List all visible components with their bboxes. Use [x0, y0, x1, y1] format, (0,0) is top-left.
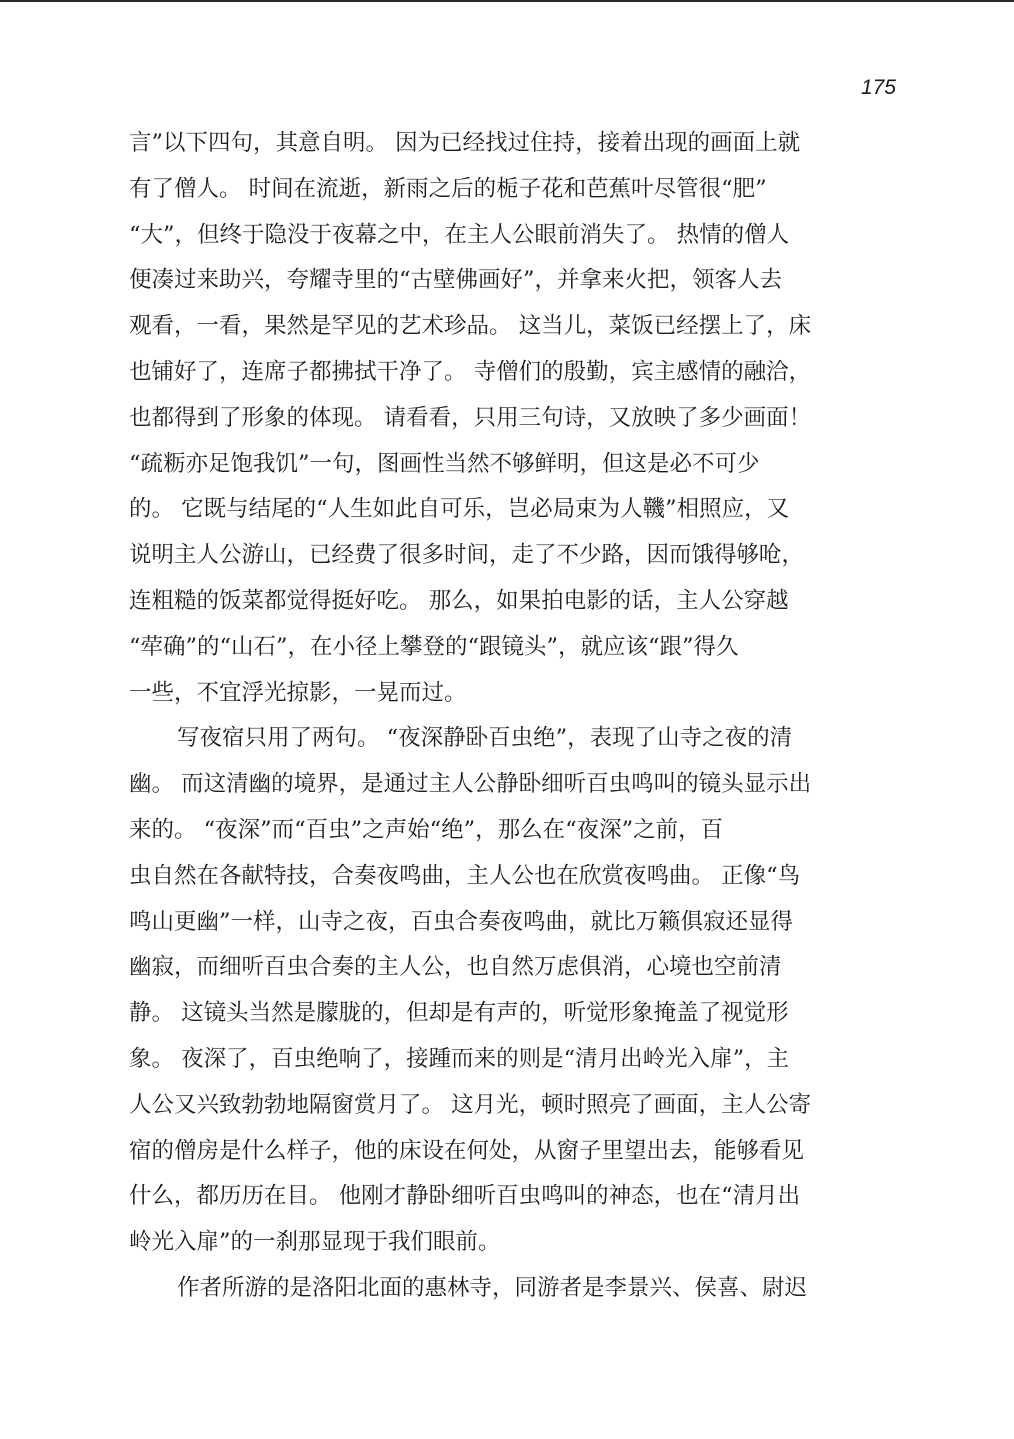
paragraph-1: [129, 121, 901, 716]
text-line: 便凑过来助兴，夸耀寺里的“古壁佛画好”，并拿来火把，领客人去: [129, 267, 783, 294]
text-line: 静。 这镜头当然是朦胧的，但却是有声的，听觉形象掩盖了视觉形: [129, 1000, 789, 1027]
text-line: 幽寂，而细听百虫合奏的主人公，也自然万虑俱消，心境也空前清: [129, 954, 782, 981]
text-line: 幽。 而这清幽的境界，是通过主人公静卧细听百虫鸣叫的镜头显示出: [129, 771, 812, 798]
text-line: 言”以下四句，其意自明。 因为已经找过住持，接着出现的画面上就: [129, 130, 801, 156]
text-line: 宿的僧房是什么样子，他的床设在何处，从窗子里望出去，能够看见: [129, 1137, 805, 1164]
text-line: 写夜宿只用了两句。 “夜深静卧百虫绝”，表现了山寺之夜的清: [177, 725, 793, 752]
paragraph-3: [129, 1266, 901, 1312]
text-line: 人公又兴致勃勃地隔窗赏月了。 这月光，顿时照亮了画面，主人公寄: [129, 1091, 812, 1118]
text-line: 有了僧人。 时间在流逝，新雨之后的栀子花和芭蕉叶尽管很“肥”: [129, 175, 767, 202]
page-number: 175: [860, 76, 896, 99]
body-text: [129, 121, 901, 1312]
text-line: 什么，都历历在目。 他刚才静卧细听百虫鸣叫的神态，也在“清月出: [129, 1183, 801, 1210]
text-line: 一些，不宜浮光掠影，一晃而过。: [129, 679, 467, 706]
paragraph-2: [129, 716, 901, 1266]
text-line: 虫自然在各献特技，合奏夜鸣曲，主人公也在欣赏夜鸣曲。 正像“鸟: [129, 862, 801, 889]
text-line: 说明主人公游山，已经费了很多时间，走了不少路，因而饿得够呛，: [129, 542, 805, 569]
text-line: 岭光入扉”的一刹那显现于我们眼前。: [129, 1229, 501, 1256]
top-border-rule: [0, 0, 1014, 2]
text-line: “荦确”的“山石”，在小径上攀登的“跟镜头”，就应该“跟”得久: [129, 633, 739, 660]
text-line: 观看，一看，果然是罕见的艺术珍品。 这当儿，菜饭已经摆上了，床: [129, 313, 812, 340]
text-line: 也铺好了，连席子都拂拭干净了。 寺僧们的殷勤，宾主感情的融洽，: [129, 358, 812, 385]
text-line: 来的。 “夜深”而“百虫”之声始“绝”，那么在“夜深”之前，百: [129, 816, 724, 843]
text-line: 连粗糙的饭菜都觉得挺好吃。 那么，如果拍电影的话，主人公穿越: [129, 587, 789, 614]
text-line: 鸣山更幽”一样，山寺之夜，百虫合奏夜鸣曲，就比万籁俱寂还显得: [129, 908, 794, 935]
text-line: 作者所游的是洛阳北面的惠林寺，同游者是李景兴、侯喜、尉迟: [177, 1274, 808, 1301]
text-line: “疏粝亦足饱我饥”一句，图画性当然不够鲜明，但这是必不可少: [129, 450, 760, 477]
text-line: 的。 它既与结尾的“人生如此自可乐，岂必局束为人鞿”相照应，又: [129, 496, 790, 523]
text-line: 也都得到了形象的体现。 请看看，只用三句诗，又放映了多少画面！: [129, 404, 812, 431]
text-line: 象。 夜深了，百虫绝响了，接踵而来的则是“清月出岭光入扉”，主: [129, 1045, 790, 1072]
text-line: “大”，但终于隐没于夜幕之中，在主人公眼前消失了。 热情的僧人: [129, 221, 790, 248]
